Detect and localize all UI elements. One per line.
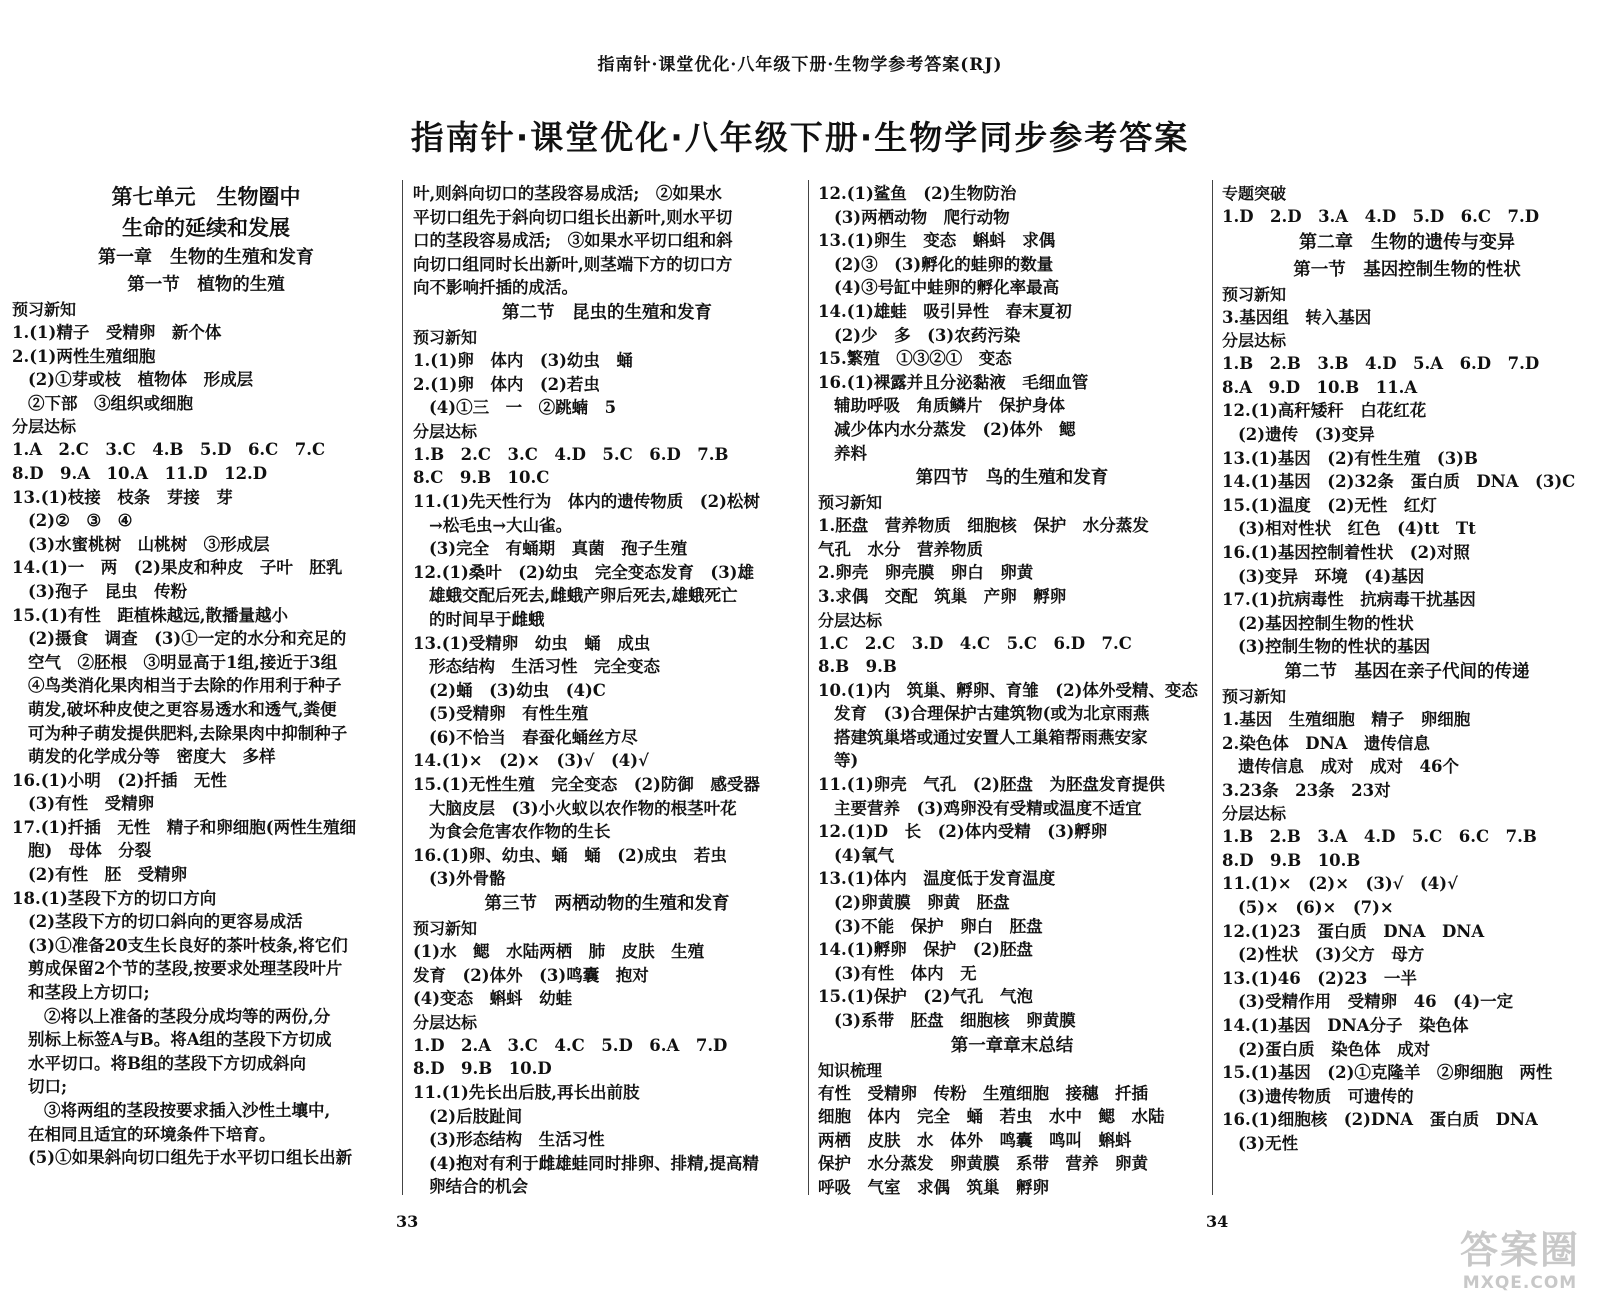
answer-line: 2.(1)两性生殖细胞 (12, 346, 156, 366)
answer-line: 3.基因组 转入基因 (1222, 307, 1372, 327)
answer-line: (3)有性 受精卵 (28, 794, 155, 814)
answer-line: 8.D 9.B 10.B (1222, 850, 1361, 870)
answer-line: 8.A 9.D 10.B 11.A (1222, 377, 1418, 397)
subsection-label: 分层达标 (1222, 331, 1287, 351)
answer-line: 两栖 皮肤 水 体外 鸣囊 鸣叫 蝌蚪 (818, 1130, 1132, 1150)
answer-line: (2)蛋白质 染色体 成对 (1238, 1039, 1431, 1059)
answer-line: (3)完全 有蛹期 真菌 孢子生殖 (429, 539, 688, 559)
subsection-label: 预习新知 (413, 327, 478, 347)
answer-line: 12.(1)23 蛋白质 DNA DNA (1222, 921, 1485, 941)
subsection-label: 预习新知 (12, 300, 77, 319)
answer-line: 13.(1)受精卵 幼虫 蛹 成虫 (413, 633, 651, 653)
answer-line: 8.D 9.B 10.D (413, 1059, 552, 1079)
section-title: 第二节 基因在亲子代间的传递 (1284, 661, 1530, 682)
answer-line: 1.(1)精子 受精卵 新个体 (12, 323, 222, 342)
answer-line: 16.(1)细胞核 (2)DNA 蛋白质 DNA (1222, 1110, 1538, 1130)
answer-line: 向不影响扦插的成活。 (413, 278, 578, 298)
watermark-text: 答案圈 (1459, 1228, 1580, 1272)
answer-line: 8.B 9.B (818, 657, 897, 677)
section-title: 第四节 鸟的生殖和发育 (915, 468, 1109, 489)
answer-line: 大脑皮层 (3)小火蚁以农作物的根茎叶花 (429, 798, 737, 818)
column-divider (402, 180, 403, 1195)
answer-line: 1.(1)卵 体内 (3)幼虫 蛹 (413, 350, 633, 370)
answer-line: 15.繁殖 ①③②① 变态 (818, 349, 1012, 369)
answer-column-3 (818, 182, 1206, 1212)
answer-line: 胞) 母体 分裂 (28, 841, 152, 861)
answer-line: 的时间早于雌蛾 (429, 609, 545, 629)
answer-line: (2)有性 胚 受精卵 (28, 865, 188, 885)
unit-title: 第七单元 生物圈中 (111, 185, 301, 209)
answer-line: 主要营养 (3)鸡卵没有受精或温度不适宜 (834, 798, 1142, 818)
section-title: 第二节 昆虫的生殖和发育 (502, 302, 712, 323)
column-divider (1212, 180, 1213, 1195)
answer-line: (2)少 多 (3)农药污染 (834, 325, 1021, 345)
page-title: 指南针·课堂优化·八年级下册·生物学同步参考答案 (410, 118, 1190, 157)
answer-line: (5)× (6)× (7)× (1238, 898, 1394, 918)
answer-line: (3)不能 保护 卵白 胚盘 (834, 916, 1043, 936)
answer-line: 16.(1)卵、幼虫、蛹 蛹 (2)成虫 若虫 (413, 845, 727, 865)
page-number-right: 34 (1206, 1212, 1229, 1231)
answer-line: (4)抱对有利于雌雄蛙同时排卵、排精,提高精 (429, 1153, 759, 1173)
answer-line: 15.(1)无性生殖 完全变态 (2)防御 感受器 (413, 775, 760, 795)
answer-line: 16.(1)小明 (2)扦插 无性 (12, 770, 227, 790)
section-title: 第一节 基因控制生物的性状 (1293, 259, 1521, 280)
subsection-label: 预习新知 (818, 493, 883, 513)
answer-line: 14.(1)基因 (2)32条 蛋白质 DNA (3)C (1222, 472, 1576, 492)
answer-column-2 (413, 182, 801, 1212)
answer-line: (2)卵黄膜 卵黄 胚盘 (834, 893, 1010, 913)
answer-line: 3.23条 23条 23对 (1222, 780, 1391, 800)
answer-line: (3)控制生物的性状的基因 (1238, 637, 1431, 657)
page-number-left: 33 (396, 1212, 419, 1231)
answer-line: 可为种子萌发提供肥料,去除果肉中抑制种子 (28, 723, 348, 743)
subsection-label: 分层达标 (413, 421, 478, 441)
answer-line: 1.A 2.C 3.C 4.B 5.D 6.C 7.C (12, 440, 326, 460)
answer-line: 搭建筑巢塔或通过安置人工巢箱帮雨燕安家 (834, 727, 1148, 747)
subsection-label: 预习新知 (1222, 284, 1287, 304)
answer-line: 8.D 9.A 10.A 11.D 12.D (12, 463, 268, 483)
answer-line: 呼吸 气室 求偶 筑巢 孵卵 (818, 1177, 1049, 1197)
answer-line: 13.(1)体内 温度低于发育温度 (818, 869, 1056, 889)
answer-line: 1.D 2.A 3.C 4.C 5.D 6.A 7.D (413, 1035, 728, 1055)
answer-line: 叶,则斜向切口的茎段容易成活; ②如果水 (413, 184, 722, 203)
answer-line: 13.(1)46 (2)23 一半 (1222, 968, 1417, 988)
answer-line: 口的茎段容易成活; ③如果水平切口组和斜 (413, 231, 733, 251)
answer-line: 平切口组先于斜向切口组长出新叶,则水平切 (413, 207, 733, 227)
answer-line: (3)相对性状 红色 (4)tt Tt (1238, 519, 1476, 539)
answer-line: 11.(1)先长出后肢,再长出前肢 (413, 1083, 640, 1102)
answer-line: 17.(1)扦插 无性 精子和卵细胞(两性生殖细 (12, 817, 357, 837)
answer-line: 11.(1)× (2)× (3)√ (4)√ (1222, 874, 1458, 894)
answer-column-4 (1222, 182, 1592, 1212)
answer-line: (5)①如果斜向切口组先于水平切口组长出新 (28, 1148, 353, 1168)
answer-line: (3)两栖动物 爬行动物 (834, 207, 1010, 227)
answer-line: (3)外骨骼 (429, 869, 506, 889)
answer-line: (2)② ③ ④ (28, 511, 133, 531)
answer-line: 12.(1)D 长 (2)体内受精 (3)孵卵 (818, 822, 1108, 842)
answer-line: 14.(1)一 两 (2)果皮和种皮 子叶 胚乳 (12, 558, 343, 578)
answer-line: 11.(1)先天性行为 体内的遗传物质 (2)松树 (413, 491, 760, 511)
answer-line: (6)不恰当 春蚕化蛹丝方尽 (429, 727, 638, 747)
answer-line: 萌发的化学成分等 密度大 多样 (28, 747, 276, 767)
answer-line: 15.(1)温度 (2)无性 红灯 (1222, 495, 1437, 515)
answer-line: (3)水蜜桃树 山桃树 ③形成层 (28, 534, 270, 554)
answer-line: 形态结构 生活习性 完全变态 (429, 657, 660, 677)
answer-line: (3)受精作用 受精卵 46 (4)一定 (1238, 992, 1514, 1012)
answer-line: 16.(1)基因控制着性状 (2)对照 (1222, 542, 1470, 562)
answer-line: 等) (834, 751, 859, 771)
answer-line: (3)孢子 昆虫 传粉 (28, 581, 188, 601)
answer-line: 切口; (28, 1077, 68, 1097)
answer-line: 萌发,破坏种皮使之更容易透水和透气,粪便 (28, 699, 337, 719)
answer-line: 13.(1)基因 (2)有性生殖 (3)B (1222, 448, 1478, 468)
answer-line: 10.(1)内 筑巢、孵卵、育雏 (2)体外受精、变态 (818, 680, 1198, 700)
answer-line: 1.B 2.C 3.C 4.D 5.C 6.D 7.B (413, 444, 729, 464)
answer-line: (2)基因控制生物的性状 (1238, 613, 1414, 633)
answer-line: 水平切口。将B组的茎段下方切成斜向 (28, 1053, 306, 1073)
answer-line: 有性 受精卵 传粉 生殖细胞 接穗 扦插 (818, 1083, 1148, 1103)
column-divider (808, 180, 809, 1195)
answer-line: 减少体内水分蒸发 (2)体外 鳃 (834, 419, 1076, 439)
answer-line: (4)①三 一 ②跳蝻 5 (429, 398, 617, 418)
answer-line: (3)有性 体内 无 (834, 963, 977, 983)
answer-line: 剪成保留2个节的茎段,按要求处理茎段叶片 (28, 959, 343, 979)
answer-line: ②下部 ③组织或细胞 (28, 393, 193, 413)
answer-line: 18.(1)茎段下方的切口方向 (12, 888, 217, 908)
answer-line: 辅助呼吸 角质鳞片 保护身体 (834, 396, 1065, 416)
answer-line: (2)茎段下方的切口斜向的更容易成活 (28, 912, 303, 932)
subsection-label: 分层达标 (413, 1012, 478, 1032)
answer-line: 2.卵壳 卵壳膜 卵白 卵黄 (818, 563, 1034, 583)
subsection-label: 预习新知 (413, 919, 478, 939)
answer-line: (3)变异 环境 (4)基因 (1238, 566, 1425, 586)
answer-line: 1.B 2.B 3.B 4.D 5.A 6.D 7.D (1222, 354, 1540, 374)
answer-line: 为食会危害农作物的生长 (429, 822, 611, 842)
answer-line: 2.(1)卵 体内 (2)若虫 (413, 374, 600, 394)
answer-line: (2)③ (3)孵化的蛙卵的数量 (834, 254, 1054, 274)
chapter-title: 第一章 生物的生殖和发育 (98, 247, 314, 268)
answer-line: 别标上标签A与B。将A组的茎段下方切成 (28, 1030, 332, 1050)
watermark-url: MXQE.COM (1462, 1273, 1578, 1293)
answer-line: 1.胚盘 营养物质 细胞核 保护 水分蒸发 (818, 516, 1149, 536)
answer-line: (2)遗传 (3)变异 (1238, 424, 1375, 444)
answer-line: (3)①准备20支生长良好的茶叶枝条,将它们 (28, 935, 348, 955)
answer-line: 14.(1)× (2)× (3)√ (4)√ (413, 751, 649, 771)
answer-line: 13.(1)卵生 变态 蝌蚪 求偶 (818, 231, 1056, 251)
answer-line: 14.(1)孵卵 保护 (2)胚盘 (818, 940, 1033, 960)
chapter-title: 第二章 生物的遗传与变异 (1299, 231, 1515, 253)
answer-line: 12.(1)桑叶 (2)幼虫 完全变态发育 (3)雄 (413, 562, 754, 582)
answer-column-1 (12, 182, 400, 1212)
answer-line: 雄蛾交配后死去,雌蛾产卵后死去,雄蛾死亡 (429, 586, 738, 606)
answer-line: ③将两组的茎段按要求插入沙性土壤中, (44, 1101, 331, 1120)
subsection-label: 分层达标 (1222, 804, 1287, 824)
answer-line: 17.(1)抗病毒性 抗病毒干扰基因 (1222, 590, 1476, 610)
answer-line: (3)无性 (1238, 1134, 1299, 1153)
running-head: 指南针·课堂优化·八年级下册·生物学参考答案(RJ) (597, 55, 1003, 75)
answer-line: 8.C 9.B 10.C (413, 468, 550, 488)
answer-line: (4)氧气 (834, 845, 895, 865)
subsection-label: 知识梳理 (818, 1060, 883, 1080)
answer-line: (2)①芽或枝 植物体 形成层 (28, 370, 254, 390)
answer-line: 12.(1)高秆矮秆 白花红花 (1222, 401, 1427, 421)
answer-line: 向切口组同时长出新叶,则茎端下方的切口方 (413, 254, 733, 274)
answer-line: (3)系带 胚盘 细胞核 卵黄膜 (834, 1011, 1076, 1030)
section-title: 第一章章末总结 (950, 1035, 1074, 1056)
answer-line: (1)水 鳃 水陆两栖 肺 皮肤 生殖 (413, 942, 705, 962)
answer-line: (3)遗传物质 可遗传的 (1238, 1086, 1414, 1106)
answer-line: 14.(1)基因 DNA分子 染色体 (1222, 1016, 1469, 1036)
answer-line: 11.(1)卵壳 气孔 (2)胚盘 为胚盘发育提供 (818, 775, 1165, 795)
subsection-label: 专题突破 (1222, 184, 1287, 203)
answer-line: 15.(1)保护 (2)气孔 气泡 (818, 987, 1033, 1007)
answer-line: (2)摄食 调查 (3)①一定的水分和充足的 (28, 629, 347, 649)
answer-line: 发育 (2)体外 (3)鸣囊 抱对 (413, 965, 649, 985)
answer-line: 空气 ②胚根 ③明显高于1组,接近于3组 (28, 652, 338, 672)
answer-line: 15.(1)基因 (2)①克隆羊 ②卵细胞 两性 (1222, 1063, 1553, 1083)
answer-line: 遗传信息 成对 成对 46个 (1238, 757, 1459, 777)
answer-line: ②将以上准备的茎段分成均等的两份,分 (44, 1006, 331, 1026)
answer-line: 16.(1)裸露并且分泌黏液 毛细血管 (818, 372, 1089, 392)
answer-line: (4)变态 蝌蚪 幼蛙 (413, 989, 573, 1009)
answer-line: 保护 水分蒸发 卵黄膜 系带 营养 卵黄 (818, 1154, 1148, 1174)
answer-line: 1.基因 生殖细胞 精子 卵细胞 (1222, 709, 1471, 729)
section-title: 第三节 两栖动物的生殖和发育 (484, 894, 730, 915)
answer-line: 卵结合的机会 (429, 1177, 528, 1197)
answer-line: 1.C 2.C 3.D 4.C 5.C 6.D 7.C (818, 633, 1132, 653)
answer-line: 气孔 水分 营养物质 (818, 539, 983, 559)
answer-line: (5)受精卵 有性生殖 (429, 704, 589, 724)
answer-line: 12.(1)鲨鱼 (2)生物防治 (818, 184, 1017, 203)
answer-line: ④鸟类消化果肉相当于去除的作用利于种子 (28, 676, 342, 696)
answer-line: (2)后肢趾间 (429, 1106, 523, 1126)
answer-line: 在相同且适宜的环境条件下培育。 (28, 1124, 276, 1144)
answer-line: 3.求偶 交配 筑巢 产卵 孵卵 (818, 586, 1067, 606)
answer-line: 1.B 2.B 3.A 4.D 5.C 6.C 7.B (1222, 827, 1537, 847)
watermark-logo (1450, 1228, 1590, 1303)
answer-line: (4)③号缸中蛙卵的孵化率最高 (834, 278, 1060, 298)
answer-line: 15.(1)有性 距植株越远,散播量越小 (12, 605, 289, 625)
answer-line: 13.(1)枝接 枝条 芽接 芽 (12, 487, 233, 507)
unit-title: 生命的延续和发展 (122, 216, 290, 240)
answer-line: 和茎段上方切口; (28, 983, 150, 1003)
answer-line: 14.(1)雄蛙 吸引异性 春末夏初 (818, 301, 1072, 321)
answer-line: 发育 (3)合理保护古建筑物(或为北京雨燕 (834, 704, 1150, 724)
answer-line: 养料 (834, 443, 867, 463)
answer-line: →松毛虫→大山雀。 (429, 515, 573, 535)
answer-line: 细胞 体内 完全 蛹 若虫 水中 鳃 水陆 (818, 1107, 1165, 1127)
answer-line: (2)性状 (3)父方 母方 (1238, 945, 1425, 965)
answer-line: 2.染色体 DNA 遗传信息 (1222, 733, 1430, 753)
answer-line: (3)形态结构 生活习性 (429, 1130, 605, 1150)
subsection-label: 分层达标 (12, 417, 77, 437)
answer-line: (2)蛹 (3)幼虫 (4)C (429, 680, 606, 700)
section-title: 第一节 植物的生殖 (127, 275, 285, 295)
subsection-label: 预习新知 (1222, 686, 1287, 706)
answer-line: 1.D 2.D 3.A 4.D 5.D 6.C 7.D (1222, 207, 1540, 226)
subsection-label: 分层达标 (818, 610, 883, 630)
